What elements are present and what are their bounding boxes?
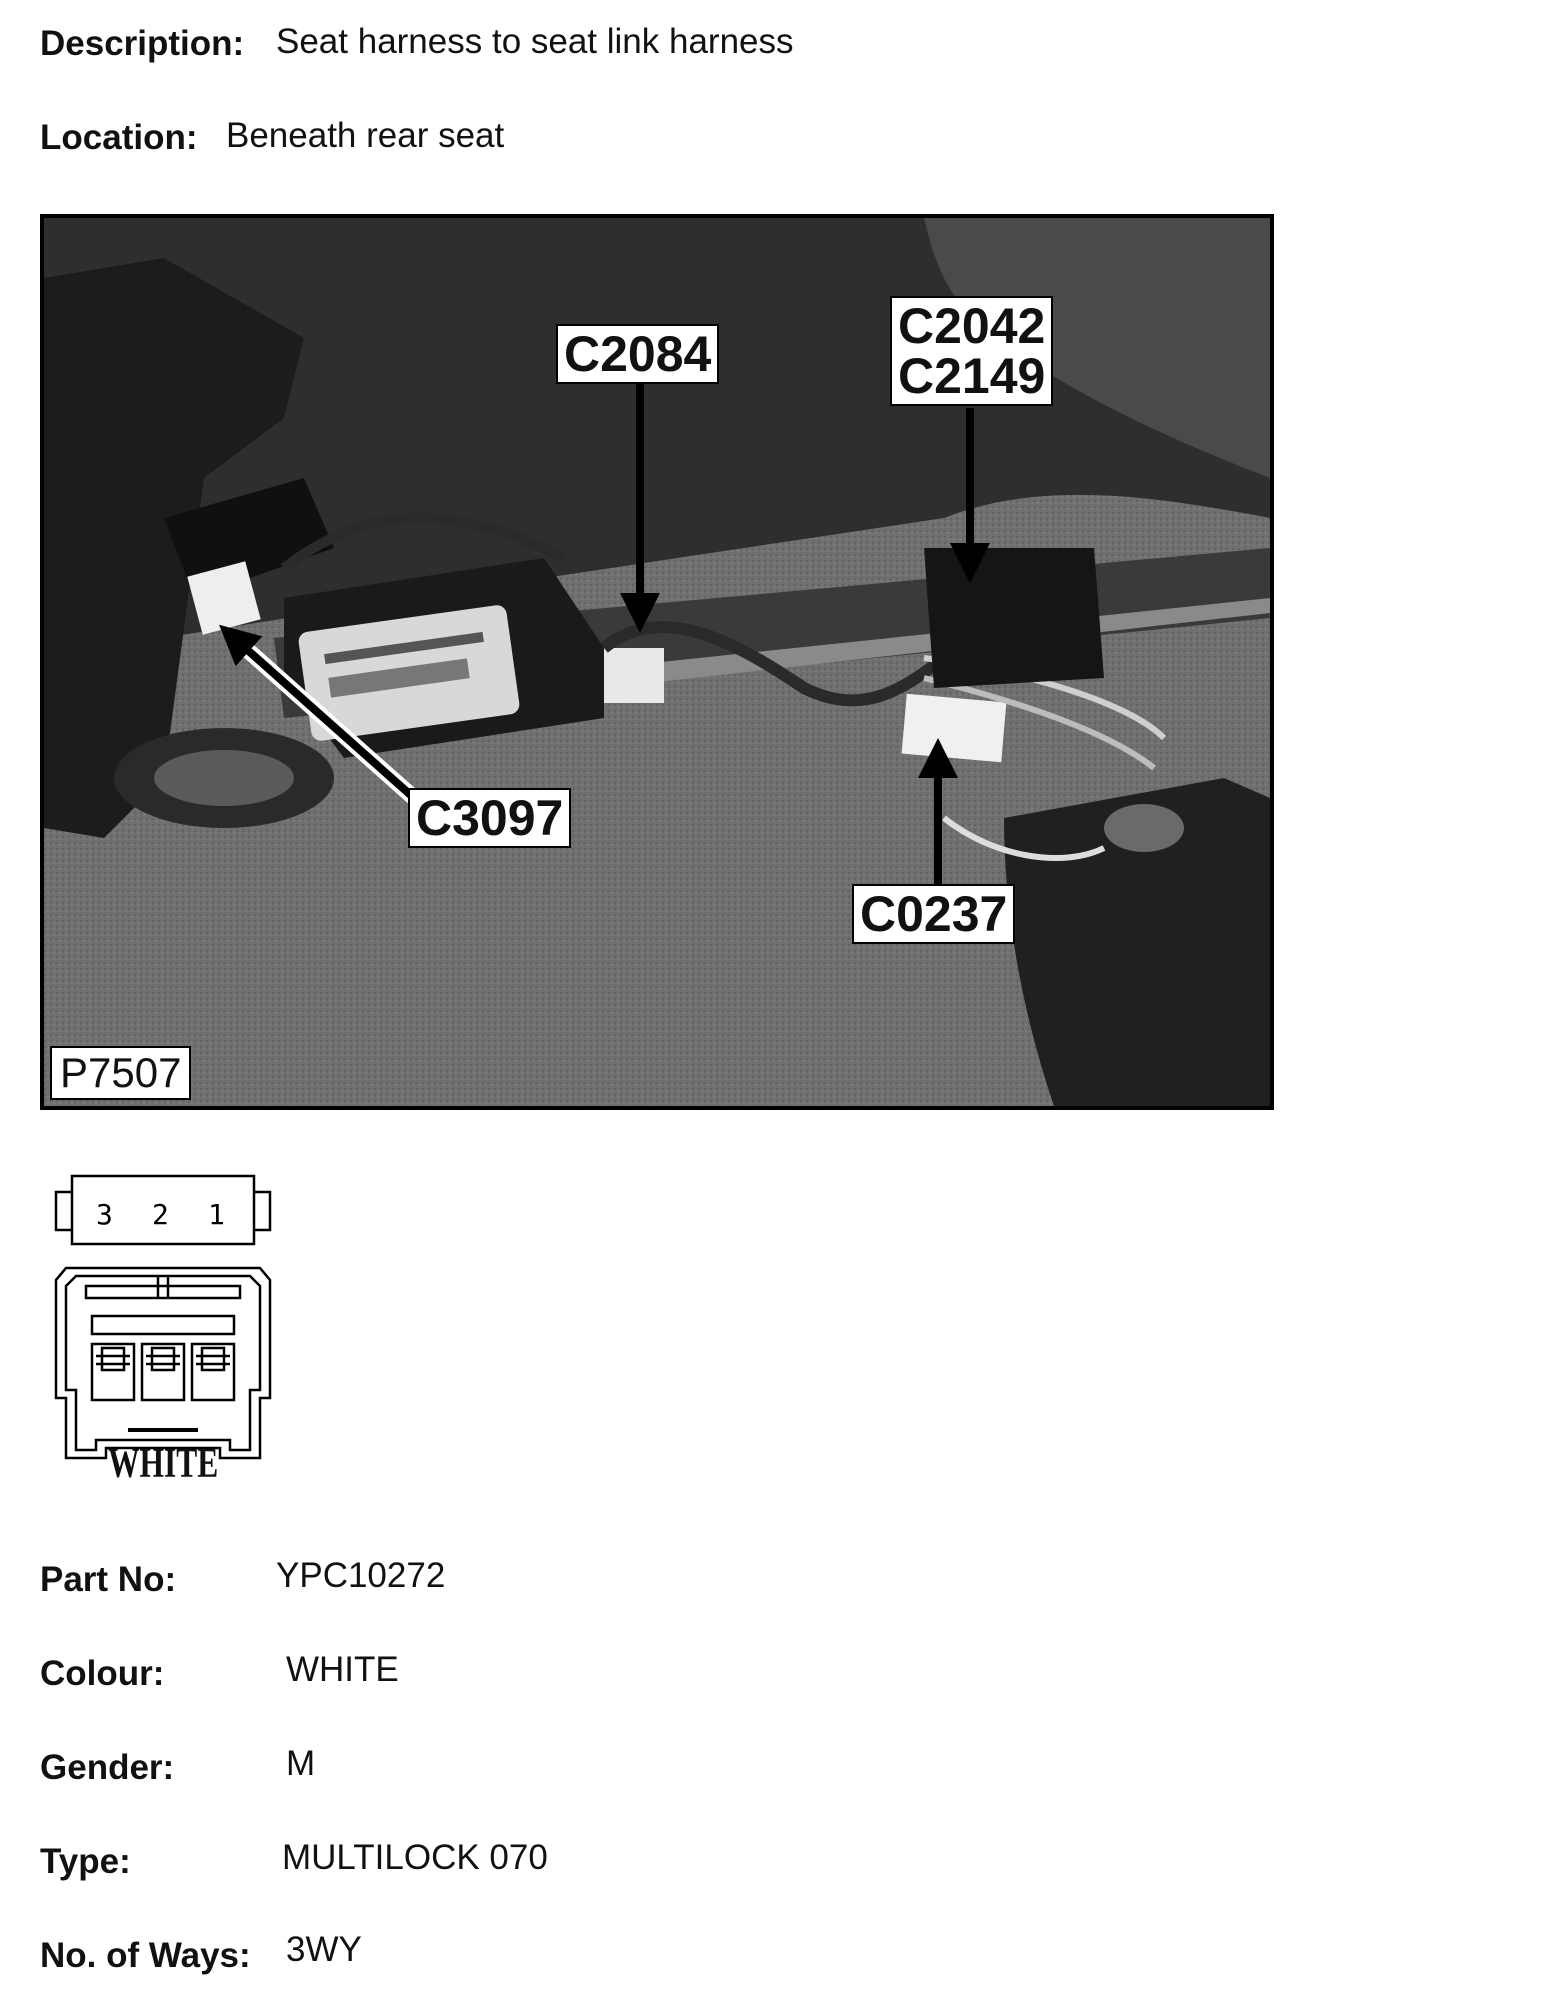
pin-number: 2 (152, 1198, 169, 1231)
type-label: Type: (40, 1842, 131, 1881)
callout-c0237: C0237 (852, 884, 1015, 944)
callout-c3097: C3097 (408, 788, 571, 848)
no-of-ways-label: No. of Ways: (40, 1936, 251, 1975)
pin-number: 1 (208, 1198, 225, 1231)
location-photo (40, 214, 1274, 1110)
callout-c2042: C2042 (898, 298, 1046, 354)
callout-c2149: C2149 (898, 348, 1046, 404)
callout-c2084: C2084 (556, 324, 719, 384)
colour-value: WHITE (286, 1650, 399, 1689)
connector-face-diagram (48, 1168, 278, 1486)
location-value: Beneath rear seat (226, 116, 505, 155)
gender-label: Gender: (40, 1748, 175, 1787)
type-value: MULTILOCK 070 (282, 1838, 548, 1877)
part-no-label: Part No: (40, 1560, 177, 1599)
pin-numbers (96, 1198, 225, 1231)
pin-number: 3 (96, 1198, 113, 1231)
photo-id: P7507 (50, 1046, 191, 1100)
callout-c2042-c2149 (890, 296, 1053, 406)
connector-colour-label: WHITE (108, 1441, 219, 1487)
description-value: Seat harness to seat link harness (276, 22, 794, 61)
colour-label: Colour: (40, 1654, 165, 1693)
part-no-value: YPC10272 (276, 1556, 446, 1595)
location-label: Location: (40, 118, 198, 157)
gender-value: M (286, 1744, 316, 1783)
no-of-ways-value: 3WY (286, 1930, 362, 1969)
description-label: Description: (40, 24, 245, 63)
